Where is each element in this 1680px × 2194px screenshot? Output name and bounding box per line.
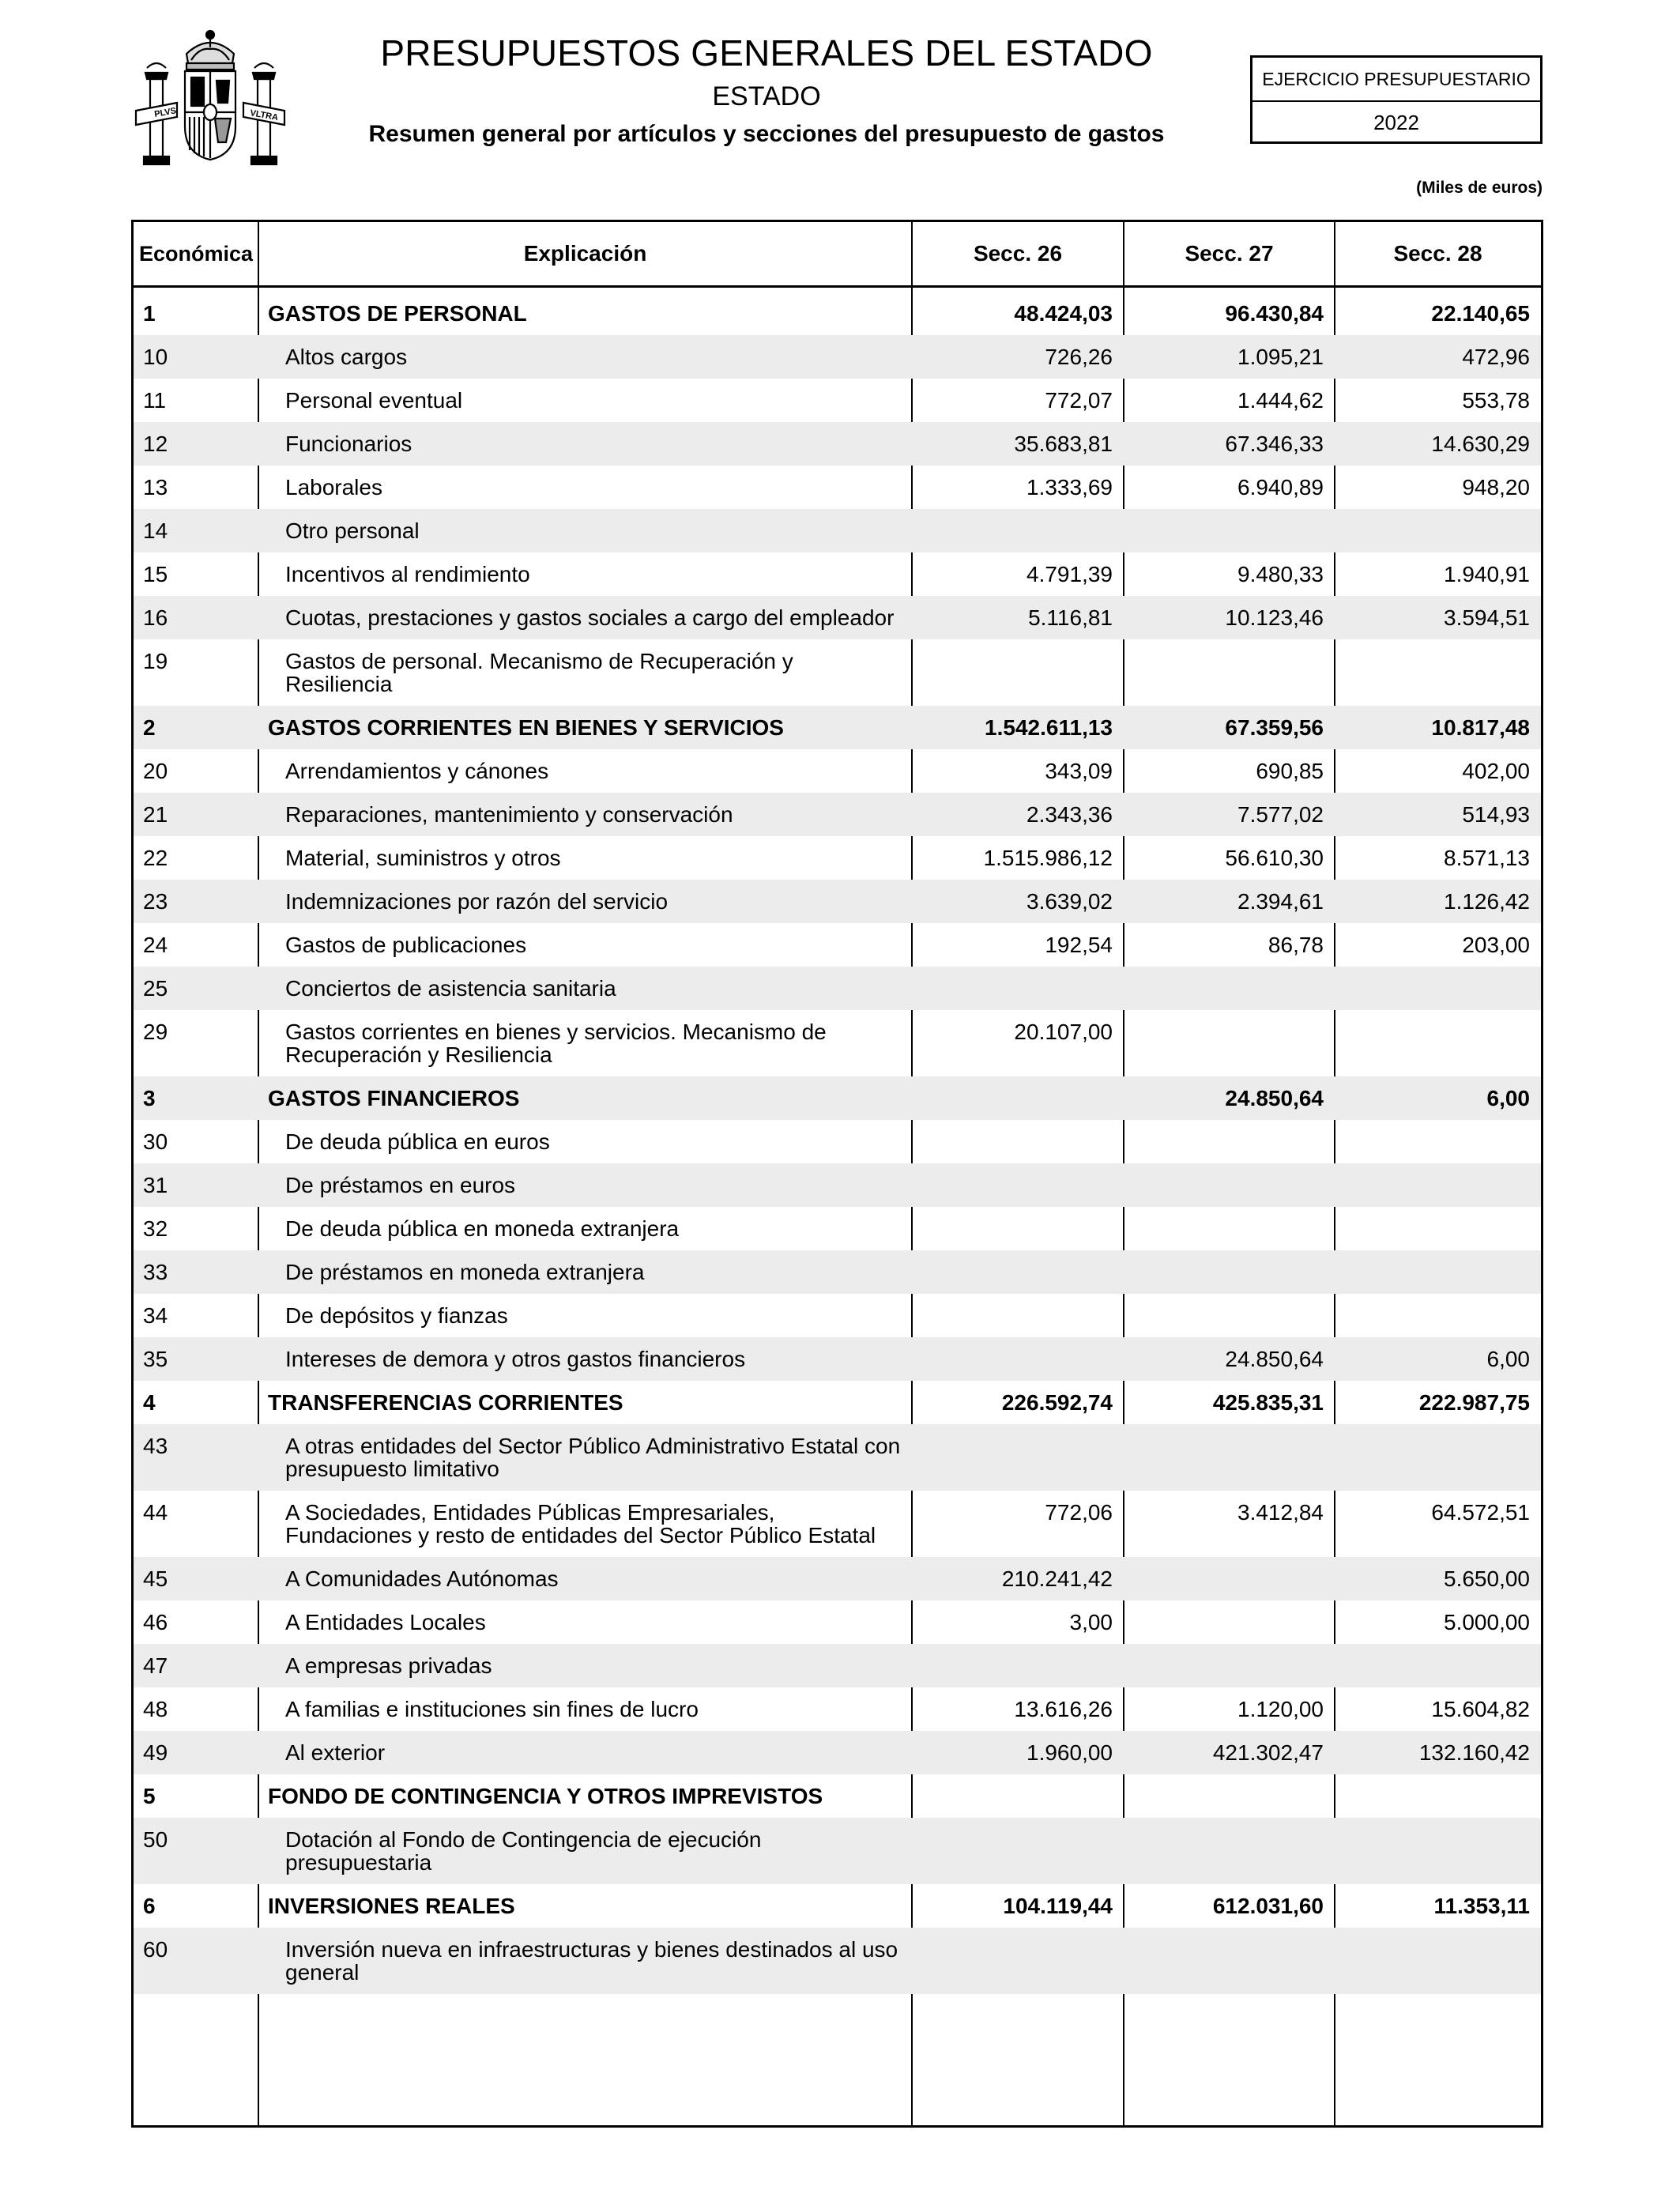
explanation-cell: Reparaciones, mantenimiento y conservación xyxy=(258,793,912,836)
table-header-row xyxy=(134,222,1541,287)
secc-27-cell: 86,78 xyxy=(1268,933,1324,957)
explanation-cell: Incentivos al rendimiento xyxy=(285,562,530,586)
explanation-cell: De depósitos y fianzas xyxy=(285,1303,508,1328)
secc-28-cell: 64.572,51 xyxy=(1431,1500,1530,1525)
secc-28-cell xyxy=(1335,1818,1541,1884)
secc-28-cell xyxy=(1335,1774,1541,1818)
economic-code-cell: 47 xyxy=(134,1644,258,1687)
explanation-cell: A empresas privadas xyxy=(258,1644,912,1687)
secc-28-cell: 6,00 xyxy=(1335,1076,1541,1120)
economic-code-cell: 33 xyxy=(134,1250,258,1294)
secc-28-cell xyxy=(1335,639,1541,706)
secc-27-cell xyxy=(1124,1294,1335,1337)
column-header-economica: Económica xyxy=(134,222,258,287)
table-row xyxy=(134,1120,1541,1163)
budget-table xyxy=(134,222,1541,1994)
column-header-secc-27: Secc. 27 xyxy=(1124,222,1335,287)
secc-26-cell: 1.542.611,13 xyxy=(912,706,1124,749)
secc-26-cell xyxy=(912,1207,1124,1250)
economic-code-cell: 23 xyxy=(134,880,258,923)
secc-26-cell: 5.116,81 xyxy=(912,596,1124,639)
explanation-cell: Altos cargos xyxy=(258,335,912,379)
secc-28-cell xyxy=(1335,967,1541,1010)
secc-28-cell: 11.353,11 xyxy=(1433,1894,1530,1918)
secc-28-cell: 514,93 xyxy=(1335,793,1541,836)
secc-28-cell xyxy=(1335,1207,1541,1250)
economic-code-cell: 45 xyxy=(134,1557,258,1600)
table-section-row xyxy=(134,706,1541,749)
secc-27-cell: 421.302,47 xyxy=(1124,1731,1335,1774)
page-title: PRESUPUESTOS GENERALES DEL ESTADO xyxy=(380,32,1153,74)
column-header-secc-28: Secc. 28 xyxy=(1335,222,1541,287)
secc-26-cell: 3,00 xyxy=(1069,1610,1113,1634)
secc-26-cell xyxy=(912,1163,1124,1207)
explanation-cell: Otro personal xyxy=(258,509,912,552)
secc-28-cell: 553,78 xyxy=(1462,388,1530,413)
secc-27-cell xyxy=(1124,967,1335,1010)
explanation-cell: Arrendamientos y cánones xyxy=(285,759,549,783)
economic-code-cell: 25 xyxy=(134,967,258,1010)
explanation-cell: De deuda pública en moneda extranjera xyxy=(285,1216,680,1241)
economic-code-cell: 11 xyxy=(143,388,167,413)
secc-27-cell xyxy=(1124,1163,1335,1207)
economic-code-cell: 30 xyxy=(143,1129,168,1154)
explanation-cell: GASTOS DE PERSONAL xyxy=(268,301,527,326)
explanation-cell: GASTOS CORRIENTES EN BIENES Y SERVICIOS xyxy=(258,706,912,749)
secc-26-cell xyxy=(912,1928,1124,1994)
secc-27-cell: 24.850,64 xyxy=(1124,1076,1335,1120)
table-row xyxy=(134,749,1541,793)
secc-28-cell: 222.987,75 xyxy=(1418,1390,1530,1415)
secc-26-cell: 35.683,81 xyxy=(912,422,1124,466)
economic-code-cell: 4 xyxy=(143,1390,156,1415)
economic-code-cell: 31 xyxy=(134,1163,258,1207)
secc-26-cell: 48.424,03 xyxy=(1014,301,1113,326)
table-row xyxy=(134,466,1541,509)
economic-code-cell: 5 xyxy=(143,1784,156,1808)
secc-26-cell xyxy=(912,1076,1124,1120)
explanation-cell: A Comunidades Autónomas xyxy=(258,1557,912,1600)
secc-27-cell: 612.031,60 xyxy=(1212,1894,1324,1918)
secc-26-cell: 13.616,26 xyxy=(1014,1697,1113,1721)
secc-26-cell: 20.107,00 xyxy=(1014,1020,1113,1044)
secc-28-cell: 5.000,00 xyxy=(1444,1610,1530,1634)
explanation-cell: De deuda pública en euros xyxy=(285,1129,550,1154)
economic-code-cell: 22 xyxy=(143,846,168,870)
economic-code-cell: 24 xyxy=(143,933,168,957)
secc-27-cell: 9.480,33 xyxy=(1237,562,1324,586)
table-row xyxy=(134,1687,1541,1731)
svg-text:PLVS: PLVS xyxy=(153,106,178,119)
secc-28-cell xyxy=(1335,1250,1541,1294)
secc-27-cell xyxy=(1124,1600,1335,1644)
secc-27-cell xyxy=(1124,1010,1335,1076)
explanation-cell: Dotación al Fondo de Contingencia de ejecución presupuestaria xyxy=(258,1818,912,1884)
secc-28-cell: 1.940,91 xyxy=(1444,562,1530,586)
secc-27-cell xyxy=(1124,1774,1335,1818)
secc-28-cell: 132.160,42 xyxy=(1335,1731,1541,1774)
secc-28-cell: 5.650,00 xyxy=(1335,1557,1541,1600)
column-header-secc-26: Secc. 26 xyxy=(912,222,1124,287)
economic-code-cell: 49 xyxy=(134,1731,258,1774)
economic-code-cell: 20 xyxy=(143,759,168,783)
secc-28-cell xyxy=(1335,1644,1541,1687)
table-row xyxy=(134,552,1541,596)
table-section-row xyxy=(134,287,1541,336)
secc-27-cell: 96.430,84 xyxy=(1225,301,1324,326)
secc-26-cell: 210.241,42 xyxy=(912,1557,1124,1600)
explanation-cell: TRANSFERENCIAS CORRIENTES xyxy=(268,1390,623,1415)
table-section-row xyxy=(134,1076,1541,1120)
explanation-cell: A familias e instituciones sin fines de lucro xyxy=(285,1697,699,1721)
secc-27-cell: 56.610,30 xyxy=(1225,846,1324,870)
table-row xyxy=(134,422,1541,466)
economic-code-cell: 35 xyxy=(134,1337,258,1381)
explanation-cell: Funcionarios xyxy=(258,422,912,466)
table-row xyxy=(134,880,1541,923)
economic-code-cell: 16 xyxy=(134,596,258,639)
secc-28-cell xyxy=(1335,1120,1541,1163)
economic-code-cell: 1 xyxy=(143,301,156,326)
explanation-cell: Laborales xyxy=(285,475,382,499)
secc-26-cell xyxy=(912,1250,1124,1294)
economic-code-cell: 44 xyxy=(143,1500,168,1525)
secc-28-cell: 6,00 xyxy=(1335,1337,1541,1381)
secc-27-cell: 1.444,62 xyxy=(1237,388,1324,413)
economic-code-cell: 12 xyxy=(134,422,258,466)
explanation-cell: Gastos corrientes en bienes y servicios. Mecanismo de Recuperación y Resiliencia xyxy=(285,1020,827,1067)
table-row xyxy=(134,1600,1541,1644)
secc-28-cell: 472,96 xyxy=(1335,335,1541,379)
page-subtitle: ESTADO xyxy=(712,81,821,111)
secc-27-cell xyxy=(1124,509,1335,552)
table-section-row xyxy=(134,1774,1541,1818)
table-row xyxy=(134,1207,1541,1250)
secc-28-cell: 22.140,65 xyxy=(1431,301,1530,326)
secc-28-cell: 948,20 xyxy=(1462,475,1530,499)
secc-26-cell: 192,54 xyxy=(1045,933,1113,957)
secc-27-cell: 24.850,64 xyxy=(1124,1337,1335,1381)
secc-27-cell xyxy=(1124,1818,1335,1884)
explanation-cell: Gastos de personal. Mecanismo de Recuperación y Resiliencia xyxy=(285,649,793,696)
secc-28-cell xyxy=(1335,1294,1541,1337)
explanation-cell: Inversión nueva en infraestructuras y bienes destinados al uso general xyxy=(258,1928,912,1994)
secc-26-cell xyxy=(912,1337,1124,1381)
secc-26-cell xyxy=(912,1774,1124,1818)
secc-27-cell: 67.346,33 xyxy=(1124,422,1335,466)
secc-28-cell xyxy=(1335,1010,1541,1076)
budget-year-label: EJERCICIO PRESUPUESTARIO xyxy=(1252,58,1540,102)
explanation-cell: Al exterior xyxy=(258,1731,912,1774)
economic-code-cell: 29 xyxy=(143,1020,168,1044)
secc-26-cell: 4.791,39 xyxy=(1026,562,1113,586)
secc-26-cell: 2.343,36 xyxy=(912,793,1124,836)
secc-26-cell xyxy=(912,1294,1124,1337)
economic-code-cell: 43 xyxy=(134,1424,258,1491)
secc-27-cell xyxy=(1124,639,1335,706)
secc-28-cell: 15.604,82 xyxy=(1431,1697,1530,1721)
secc-26-cell: 772,07 xyxy=(1045,388,1113,413)
table-section-row xyxy=(134,1884,1541,1928)
table-row xyxy=(134,1491,1541,1557)
explanation-cell: FONDO DE CONTINGENCIA Y OTROS IMPREVISTOS xyxy=(268,1784,823,1808)
explanation-cell: Cuotas, prestaciones y gastos sociales a cargo del empleador xyxy=(258,596,912,639)
secc-28-cell: 402,00 xyxy=(1462,759,1530,783)
economic-code-cell: 2 xyxy=(134,706,258,749)
secc-28-cell: 1.126,42 xyxy=(1335,880,1541,923)
table-row xyxy=(134,639,1541,706)
secc-26-cell: 1.960,00 xyxy=(912,1731,1124,1774)
secc-27-cell: 425.835,31 xyxy=(1212,1390,1324,1415)
table-row xyxy=(134,967,1541,1010)
explanation-cell: Indemnizaciones por razón del servicio xyxy=(258,880,912,923)
secc-28-cell: 10.817,48 xyxy=(1335,706,1541,749)
secc-27-cell: 1.095,21 xyxy=(1124,335,1335,379)
table-row xyxy=(134,1424,1541,1491)
explanation-cell: GASTOS FINANCIEROS xyxy=(258,1076,912,1120)
economic-code-cell: 14 xyxy=(134,509,258,552)
explanation-cell: A Entidades Locales xyxy=(285,1610,486,1634)
economic-code-cell: 34 xyxy=(143,1303,168,1328)
economic-code-cell: 60 xyxy=(134,1928,258,1994)
secc-26-cell xyxy=(912,1424,1124,1491)
secc-26-cell: 3.639,02 xyxy=(912,880,1124,923)
table-row xyxy=(134,1644,1541,1687)
explanation-cell: Material, suministros y otros xyxy=(285,846,561,870)
table-row xyxy=(134,1731,1541,1774)
table-row xyxy=(134,509,1541,552)
table-row xyxy=(134,1337,1541,1381)
table-row xyxy=(134,793,1541,836)
secc-27-cell xyxy=(1124,1424,1335,1491)
economic-code-cell: 13 xyxy=(143,475,168,499)
secc-27-cell: 6.940,89 xyxy=(1237,475,1324,499)
secc-27-cell: 10.123,46 xyxy=(1124,596,1335,639)
secc-27-cell xyxy=(1124,1207,1335,1250)
table-row xyxy=(134,379,1541,422)
secc-27-cell xyxy=(1124,1250,1335,1294)
table-row xyxy=(134,1163,1541,1207)
secc-26-cell: 772,06 xyxy=(1045,1500,1113,1525)
page-description: Resumen general por artículos y secciones del presupuesto de gastos xyxy=(368,121,1165,147)
secc-26-cell xyxy=(912,967,1124,1010)
secc-27-cell xyxy=(1124,1557,1335,1600)
economic-code-cell: 10 xyxy=(134,335,258,379)
explanation-cell: Personal eventual xyxy=(285,388,463,413)
explanation-cell: Intereses de demora y otros gastos financieros xyxy=(258,1337,912,1381)
table-row xyxy=(134,596,1541,639)
explanation-cell: Conciertos de asistencia sanitaria xyxy=(258,967,912,1010)
explanation-cell: INVERSIONES REALES xyxy=(268,1894,515,1918)
secc-27-cell: 690,85 xyxy=(1256,759,1324,783)
economic-code-cell: 32 xyxy=(143,1216,168,1241)
secc-27-cell xyxy=(1124,1120,1335,1163)
secc-28-cell xyxy=(1335,1928,1541,1994)
explanation-cell: A Sociedades, Entidades Públicas Empresariales, Fundaciones y resto de entidades del Sector Público Estatal xyxy=(285,1500,876,1547)
economic-code-cell: 3 xyxy=(134,1076,258,1120)
secc-26-cell: 104.119,44 xyxy=(1003,1894,1113,1918)
secc-26-cell xyxy=(912,509,1124,552)
secc-28-cell: 3.594,51 xyxy=(1335,596,1541,639)
secc-26-cell: 226.592,74 xyxy=(1001,1390,1113,1415)
secc-27-cell: 3.412,84 xyxy=(1237,1500,1324,1525)
explanation-cell: De préstamos en euros xyxy=(258,1163,912,1207)
secc-28-cell: 203,00 xyxy=(1462,933,1530,957)
secc-26-cell xyxy=(912,1818,1124,1884)
secc-26-cell xyxy=(912,639,1124,706)
secc-27-cell: 1.120,00 xyxy=(1237,1697,1324,1721)
budget-table-frame xyxy=(131,220,1543,2128)
secc-28-cell: 14.630,29 xyxy=(1335,422,1541,466)
table-row xyxy=(134,1818,1541,1884)
secc-26-cell: 1.333,69 xyxy=(1026,475,1113,499)
secc-28-cell xyxy=(1335,1163,1541,1207)
economic-code-cell: 46 xyxy=(143,1610,168,1634)
secc-27-cell xyxy=(1124,1928,1335,1994)
table-row xyxy=(134,1294,1541,1337)
coat-of-arms-logo xyxy=(131,24,289,179)
secc-26-cell: 1.515.986,12 xyxy=(983,846,1113,870)
secc-27-cell: 7.577,02 xyxy=(1124,793,1335,836)
table-row xyxy=(134,1250,1541,1294)
economic-code-cell: 15 xyxy=(143,562,168,586)
table-row xyxy=(134,836,1541,880)
units-note: (Miles de euros) xyxy=(1416,179,1543,197)
svg-text:VLTRA: VLTRA xyxy=(249,108,279,123)
secc-26-cell: 343,09 xyxy=(1045,759,1113,783)
budget-year-box xyxy=(1250,55,1543,144)
economic-code-cell: 48 xyxy=(143,1697,168,1721)
budget-year-value: 2022 xyxy=(1373,110,1419,134)
secc-28-cell xyxy=(1335,509,1541,552)
secc-28-cell: 8.571,13 xyxy=(1444,846,1530,870)
table-row xyxy=(134,1010,1541,1076)
secc-28-cell xyxy=(1335,1424,1541,1491)
table-row xyxy=(134,1928,1541,1994)
table-section-row xyxy=(134,1381,1541,1424)
secc-27-cell xyxy=(1124,1644,1335,1687)
table-row xyxy=(134,335,1541,379)
secc-27-cell: 67.359,56 xyxy=(1124,706,1335,749)
column-header-explicacion: Explicación xyxy=(258,222,912,287)
explanation-cell: Gastos de publicaciones xyxy=(285,933,527,957)
secc-26-cell: 726,26 xyxy=(912,335,1124,379)
economic-code-cell: 50 xyxy=(134,1818,258,1884)
economic-code-cell: 21 xyxy=(134,793,258,836)
economic-code-cell: 6 xyxy=(143,1894,156,1918)
secc-26-cell xyxy=(912,1120,1124,1163)
secc-27-cell: 2.394,61 xyxy=(1124,880,1335,923)
table-row xyxy=(134,923,1541,967)
secc-26-cell xyxy=(912,1644,1124,1687)
table-row xyxy=(134,1557,1541,1600)
economic-code-cell: 19 xyxy=(143,649,168,673)
explanation-cell: A otras entidades del Sector Público Administrativo Estatal con presupuesto limitativo xyxy=(258,1424,912,1491)
explanation-cell: De préstamos en moneda extranjera xyxy=(258,1250,912,1294)
header xyxy=(300,32,1233,150)
